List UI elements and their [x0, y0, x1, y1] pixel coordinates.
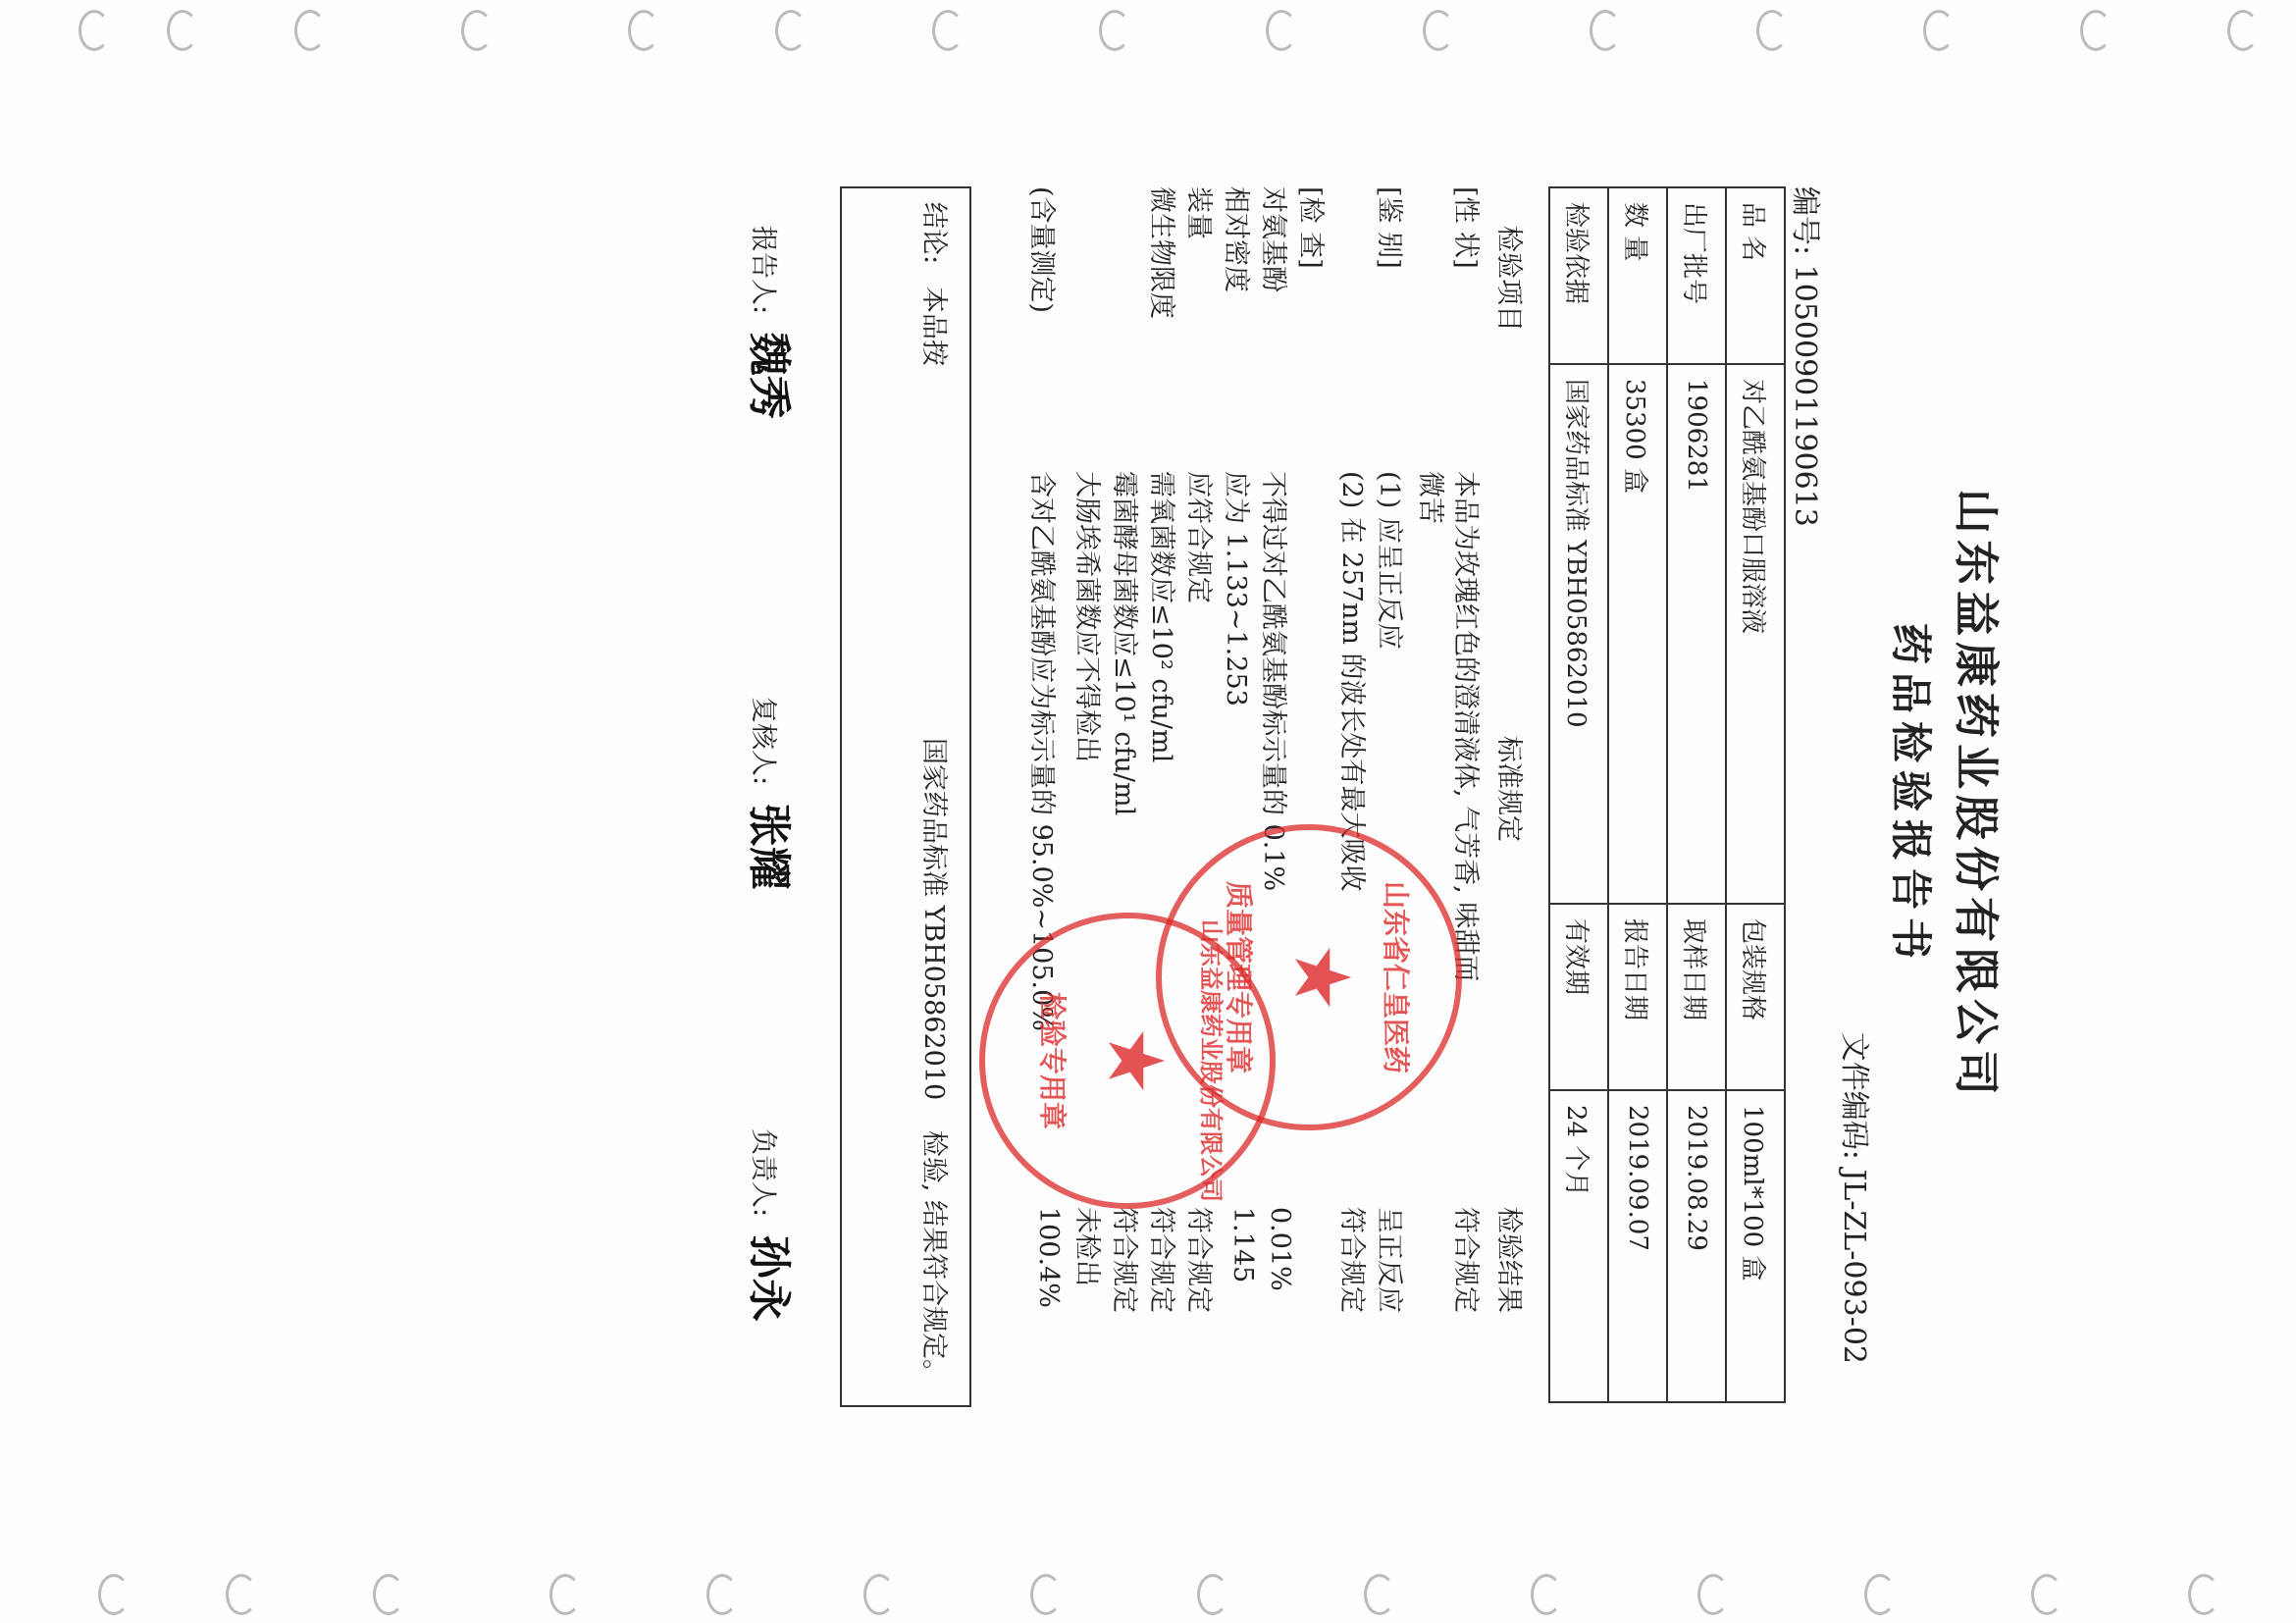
- supervisor: [742, 1128, 805, 1322]
- reviewer-label: 复核人:: [748, 697, 778, 786]
- basis-value: 国家药品标准 YBH05862010: [1549, 364, 1608, 904]
- column-header-result: 检验结果: [1493, 1207, 1524, 1313]
- row-result: 符合规定: [1183, 1207, 1214, 1313]
- reporter: [742, 226, 805, 419]
- row-standard: 微苦: [1415, 471, 1445, 524]
- row-standard: (2) 在 257nm 的波长处有最大吸收: [1336, 471, 1367, 892]
- conclusion-box: [840, 186, 971, 1407]
- row-standard: 含对乙酰氨基酚应为标示量的 95.0%~105.0%: [1026, 471, 1057, 1031]
- reviewer-signature: 张耀: [744, 803, 794, 890]
- conclusion-label: 结论:: [918, 202, 949, 265]
- row-standard: 不得过对乙酰氨基酚标示量的 0.1%: [1258, 471, 1288, 892]
- table-row: [1726, 187, 1785, 1402]
- row-standard: 大肠埃希菌数应不得检出: [1071, 471, 1102, 762]
- row-result: 100.4%: [1033, 1207, 1064, 1308]
- report-sheet: [412, 147, 2041, 1442]
- stamp-subtext: 检验专用章: [1036, 991, 1069, 1129]
- row-result: 符合规定: [1109, 1207, 1139, 1313]
- quantity-value: 35300 盒: [1608, 364, 1667, 904]
- pack-label: 包装规格: [1726, 904, 1785, 1090]
- row-result: 呈正反应: [1374, 1207, 1404, 1313]
- row-item: 装量: [1183, 186, 1214, 239]
- batch-value: 1906281: [1667, 364, 1726, 904]
- row-standard: (1) 应呈正反应: [1374, 471, 1404, 650]
- paper-feed-holes-bottom: [0, 1564, 2296, 1623]
- row-item: [鉴 别]: [1374, 186, 1404, 269]
- reporter-label: 报告人:: [748, 226, 778, 315]
- report-sheet-rotated: [412, 147, 2041, 1442]
- row-result: 0.01%: [1265, 1207, 1295, 1291]
- column-header-item: 检验项目: [1493, 226, 1524, 332]
- row-standard: 应符合规定: [1183, 471, 1214, 603]
- conclusion-text-prefix: 本品按: [918, 287, 949, 366]
- paper-feed-holes-top: [0, 0, 2296, 59]
- basis-label: 检验依据: [1549, 187, 1608, 364]
- reporter-signature: 魏秀: [744, 332, 794, 419]
- sample-date-value: 2019.08.29: [1667, 1090, 1726, 1402]
- validity-value: 24 个月: [1549, 1090, 1608, 1402]
- row-item: [性 状]: [1450, 186, 1481, 269]
- table-row: [1667, 187, 1726, 1402]
- report-date-value: 2019.09.07: [1608, 1090, 1667, 1402]
- batch-label: 出厂批号: [1667, 187, 1726, 364]
- row-standard: 霉菌酵母菌数应≤10¹ cfu/ml: [1109, 471, 1139, 816]
- star-icon: ★: [1281, 946, 1363, 1009]
- document-code: 文件编码: JL-ZL-093-02: [1837, 1031, 1871, 1364]
- sample-date-label: 取样日期: [1667, 904, 1726, 1090]
- reviewer: [742, 697, 805, 890]
- quantity-label: 数 量: [1608, 187, 1667, 364]
- inspection-stamp: [979, 913, 1276, 1209]
- product-info-table: [1548, 186, 1786, 1403]
- row-result: 符合规定: [1450, 1207, 1481, 1313]
- table-row: [1608, 187, 1667, 1402]
- stamp-subtext: 质量管理专用章: [1223, 880, 1255, 1073]
- validity-label: 有效期: [1549, 904, 1608, 1090]
- report-title: 药品检验报告书: [1887, 622, 1935, 967]
- star-icon: ★: [1095, 1029, 1176, 1092]
- table-row: [1549, 187, 1608, 1402]
- supervisor-signature: 孙永: [744, 1234, 794, 1322]
- conclusion-result: 检验, 结果符合规定。: [918, 1130, 949, 1387]
- pack-value: 100ml*100 盒: [1726, 1090, 1785, 1402]
- product-value: 对乙酰氨基酚口服溶液: [1726, 364, 1785, 904]
- stamp-text: 山东省仁皇医药: [1380, 880, 1412, 1073]
- row-standard: 应为 1.133~1.253: [1221, 471, 1251, 707]
- row-standard: 需氧菌数应≤10² cfu/ml: [1146, 471, 1176, 763]
- row-result: 符合规定: [1146, 1207, 1176, 1313]
- row-item: (含量测定): [1026, 186, 1057, 314]
- row-result: 1.145: [1227, 1207, 1258, 1283]
- row-standard: 本品为玫瑰红色的澄清液体, 气芳香, 味甜而: [1450, 471, 1481, 982]
- row-item: [检 查]: [1295, 186, 1326, 269]
- stamp-text: 山东益康药业股份有限公司: [1197, 919, 1226, 1202]
- company-name: 山东益康药业股份有限公司: [1950, 489, 2003, 1101]
- row-result: 符合规定: [1336, 1207, 1367, 1313]
- report-date-label: 报告日期: [1608, 904, 1667, 1090]
- conclusion-standard: 国家药品标准 YBH05862010: [918, 738, 949, 1101]
- row-item: 微生物限度: [1146, 186, 1176, 319]
- supervisor-label: 负责人:: [748, 1128, 778, 1218]
- product-label: 品 名: [1726, 187, 1785, 364]
- serial-number: 编号: 10500901190613: [1788, 186, 1822, 527]
- row-item: 相对密度: [1221, 186, 1251, 292]
- row-result: 未检出: [1071, 1207, 1102, 1286]
- column-header-standard: 标准规定: [1493, 736, 1524, 842]
- row-item: 对氨基酚: [1258, 186, 1288, 292]
